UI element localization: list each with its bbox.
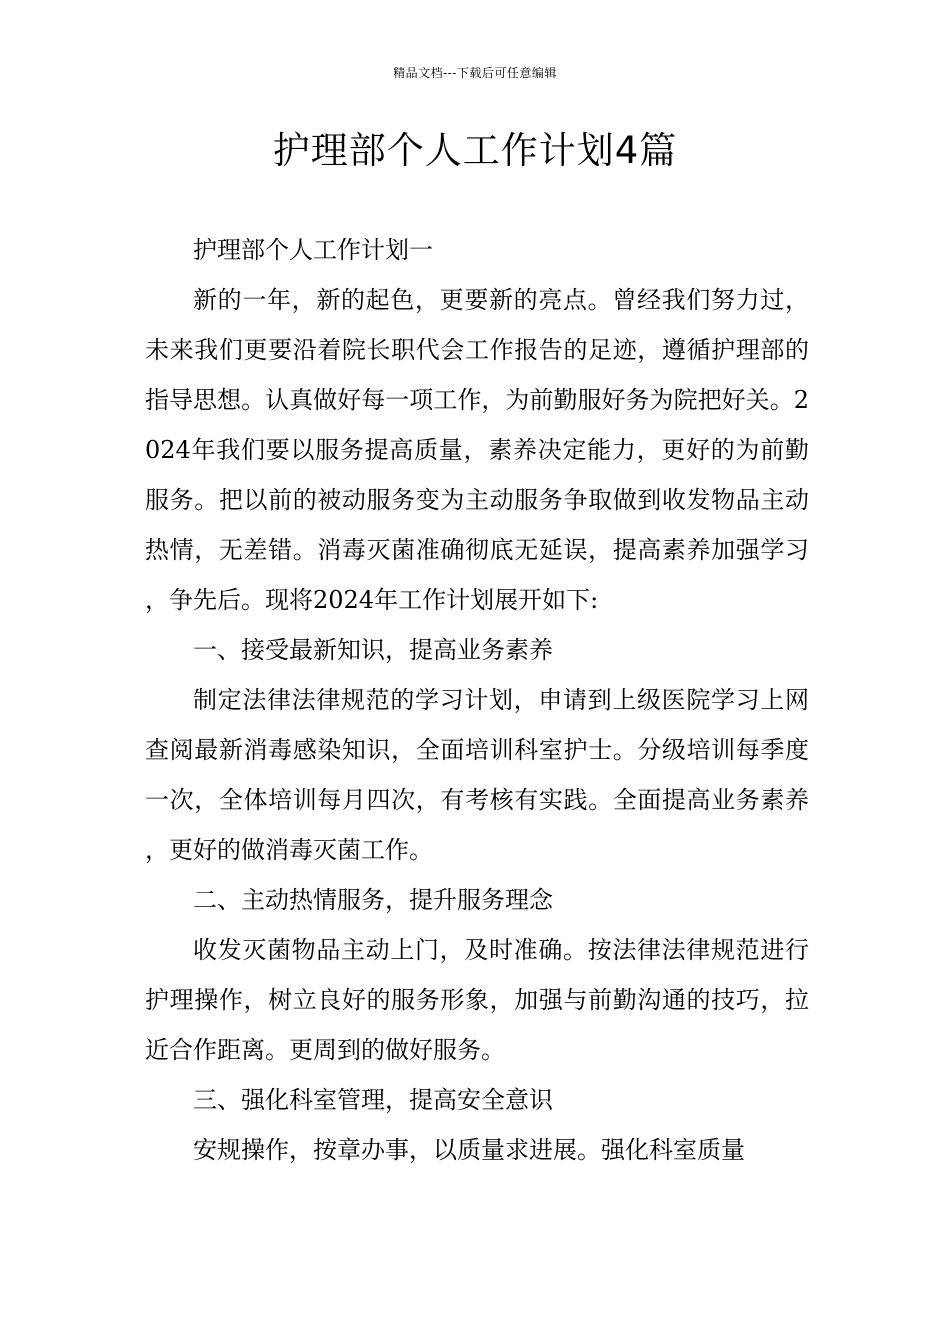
section-heading: 三、强化科室管理，提高安全意识 [193, 1086, 553, 1114]
section-heading: 护理部个人工作计划一 [193, 236, 433, 264]
document-title: 护理部个人工作计划4篇 [272, 129, 678, 172]
document-body [145, 225, 809, 1175]
body-paragraph: 新的一年，新的起色，更要新的亮点。曾经我们努力过，未来我们更要沿着院长职代会工作报告的足迹，遵循护理部的指导思想。认真做好每一项工作，为前勤服好务为院把好关。2024年我们要以服务提高质量，素养决定能力，更好的为前勤服务。把以前的被动服务变为主动服务争取做到收发物品主动热情，无差错。消毒灭菌准确彻底无延误，提高素养加强学习，争先后。现将2024年工作计划展开如下: [145, 286, 809, 614]
section-heading: 一、接受最新知识，提高业务素养 [193, 636, 553, 664]
section-heading: 二、主动热情服务，提升服务理念 [193, 886, 553, 914]
header-note: 精品文档---下载后可任意编辑 [393, 66, 557, 80]
body-paragraph: 安规操作，按章办事，以质量求进展。强化科室质量 [193, 1136, 745, 1164]
body-paragraph: 制定法律法律规范的学习计划，申请到上级医院学习上网查阅最新消毒感染知识，全面培训科室护士。分级培训每季度一次，全体培训每月四次，有考核有实践。全面提高业务素养，更好的做消毒灭菌工作。 [145, 686, 809, 864]
body-paragraph: 收发灭菌物品主动上门，及时准确。按法律法律规范进行护理操作，树立良好的服务形象，加强与前勤沟通的技巧，拉近合作距离。更周到的做好服务。 [145, 936, 809, 1064]
